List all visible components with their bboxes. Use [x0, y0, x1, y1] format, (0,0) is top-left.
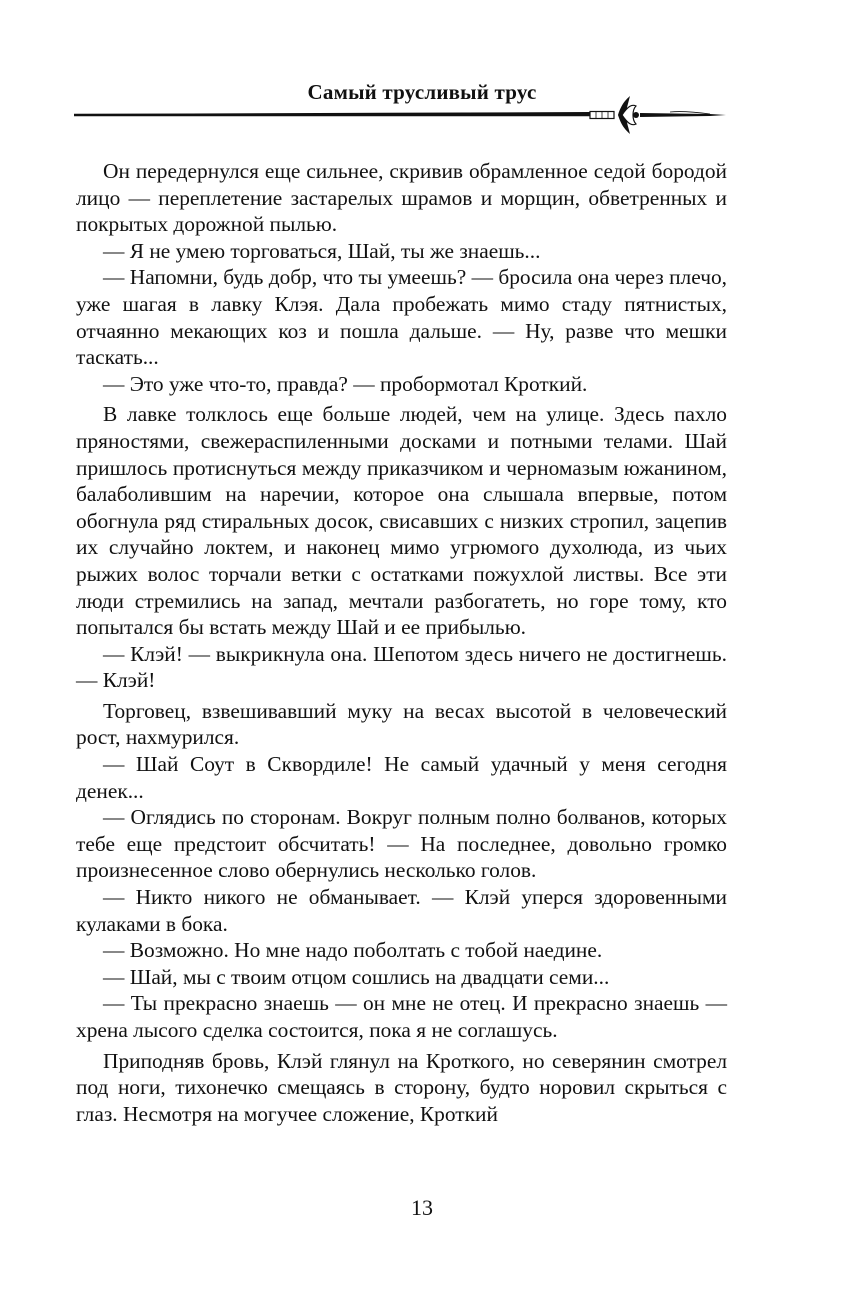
paragraph: — Шай, мы с твоим отцом сошлись на двадцати семи... — [103, 964, 610, 989]
page-number: 13 — [411, 1195, 433, 1220]
paragraph: Он передернулся еще сильнее, скривив обрамленное седой бородой лицо — переплетение застарелых шрамов и морщин, обветренных и покрытых дорожной пылью. — [76, 159, 727, 237]
paragraph: В лавке толклось еще больше людей, чем на улице. Здесь пахло пряностями, свежераспиленными досками и потными телами. Шай пришлось протиснуться между приказчиком и черномазым южанином, балаболившим на наречии, которое она слышала впервые, потом обогнула ряд стиральных досок, свисавших с низких стропил, зацепив их случайно локтем, и наконец мимо угрюмого духолюда, из чьих рыжих волос торчали ветки с остатками пожухлой листвы. Все эти люди стремились на запад, мечтали разбогатеть, но горе тому, кто попытался бы встать между Шай и ее прибылью. — [76, 402, 727, 640]
paragraph: — Никто никого не обманывает. — Клэй уперся здоровенными кулаками в бока. — [76, 885, 727, 936]
paragraph: — Оглядись по сторонам. Вокруг полным полно болванов, которых тебе еще предстоит обсчитать! — На последнее, довольно громко произнесенное слово обернулись несколько голов. — [76, 805, 727, 883]
sword-ornament-icon — [70, 96, 730, 136]
paragraph: Торговец, взвешивавший муку на весах высотой в человеческий рост, нахмурился. — [76, 698, 727, 750]
paragraph: — Я не умею торговаться, Шай, ты же знаешь... — [103, 238, 541, 263]
paragraph: — Шай Соут в Сквордиле! Не самый удачный у меня сегодня денек... — [76, 752, 727, 803]
page-body-text — [76, 158, 727, 1127]
paragraph: — Это уже что-то, правда? — пробормотал Кроткий. — [103, 371, 588, 396]
paragraph: Приподняв бровь, Клэй глянул на Кроткого, но северянин смотрел под ноги, тихонечко смещаясь в сторону, будто норовил скрыться с глаз. Несмотря на могучее сложение, Кроткий — [76, 1048, 727, 1126]
paragraph: — Возможно. Но мне надо поболтать с тобой наедине. — [103, 938, 603, 963]
running-title: Самый трусливый трус — [307, 80, 537, 104]
paragraph: — Клэй! — выкрикнула она. Шепотом здесь ничего не достигнешь. — Клэй! — [76, 641, 727, 693]
paragraph: — Напомни, будь добр, что ты умеешь? — бросила она через плечо, уже шагая в лавку Клэя. Дала пробежать мимо стаду пятнистых, отчаянно мекающих коз и пошла дальше. — Ну, разве что мешки таскать... — [76, 265, 727, 370]
paragraph: — Ты прекрасно знаешь — он мне не отец. И прекрасно знаешь — хрена лысого сделка состоится, пока я не соглашусь. — [76, 991, 727, 1042]
